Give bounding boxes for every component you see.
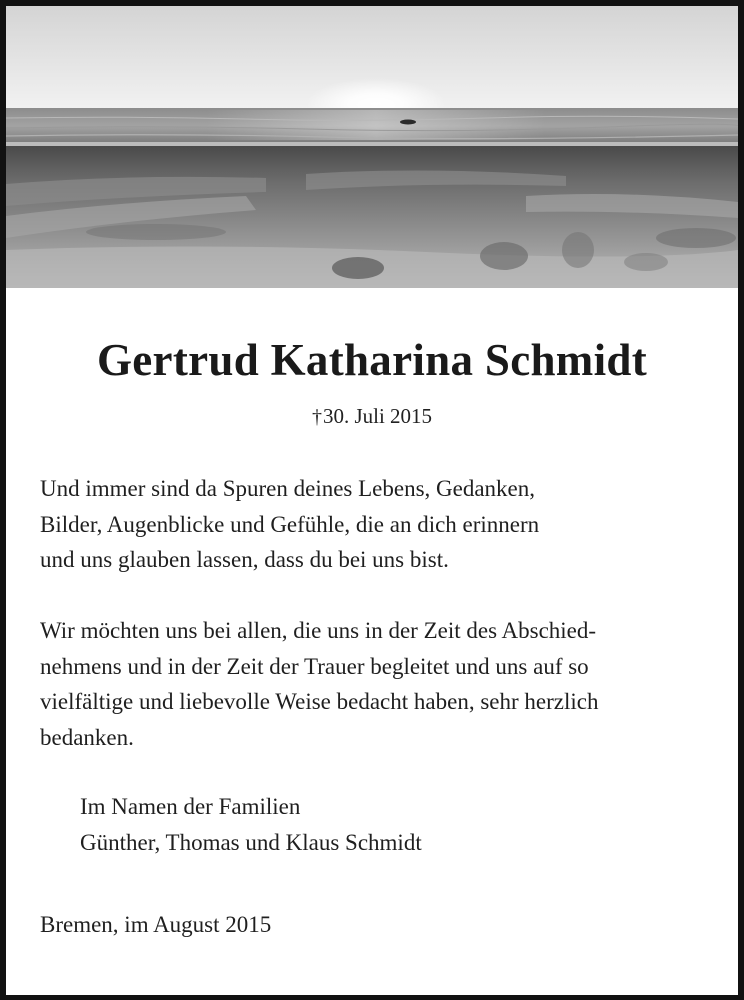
thanks-line: vielfältige und liebevolle Weise bedacht haben, sehr herzlich [40, 689, 599, 714]
poem-line: und uns glauben lassen, dass du bei uns bist. [40, 547, 449, 572]
death-date-line [6, 404, 738, 429]
poem-line: Bilder, Augenblicke und Gefühle, die an dich erinnern [40, 511, 540, 537]
signature-line: Im Namen der Familien [80, 794, 301, 819]
beach-sunset-photo [6, 6, 738, 288]
death-date: 30. Juli 2015 [322, 404, 433, 428]
thanks-line: Wir möchten uns bei allen, die uns in der Zeit des Abschied- [40, 618, 597, 643]
poem-line: Und immer sind da Spuren deines Lebens, Gedanken, [40, 476, 536, 501]
signature-line: Günther, Thomas und Klaus Schmidt [80, 829, 422, 855]
thanks-paragraph [40, 613, 710, 755]
thanks-line: nehmens und in der Zeit der Trauer begleitet und uns auf so [40, 653, 589, 679]
memorial-poem [40, 471, 710, 578]
beach-sunset-image [6, 6, 738, 288]
place-and-date: Bremen, im August 2015 [40, 912, 272, 937]
deceased-name: Gertrud Katharina Schmidt [96, 335, 647, 385]
thanks-line: bedanken. [40, 724, 134, 750]
cross-symbol: † [311, 406, 322, 428]
family-signature [80, 789, 422, 860]
